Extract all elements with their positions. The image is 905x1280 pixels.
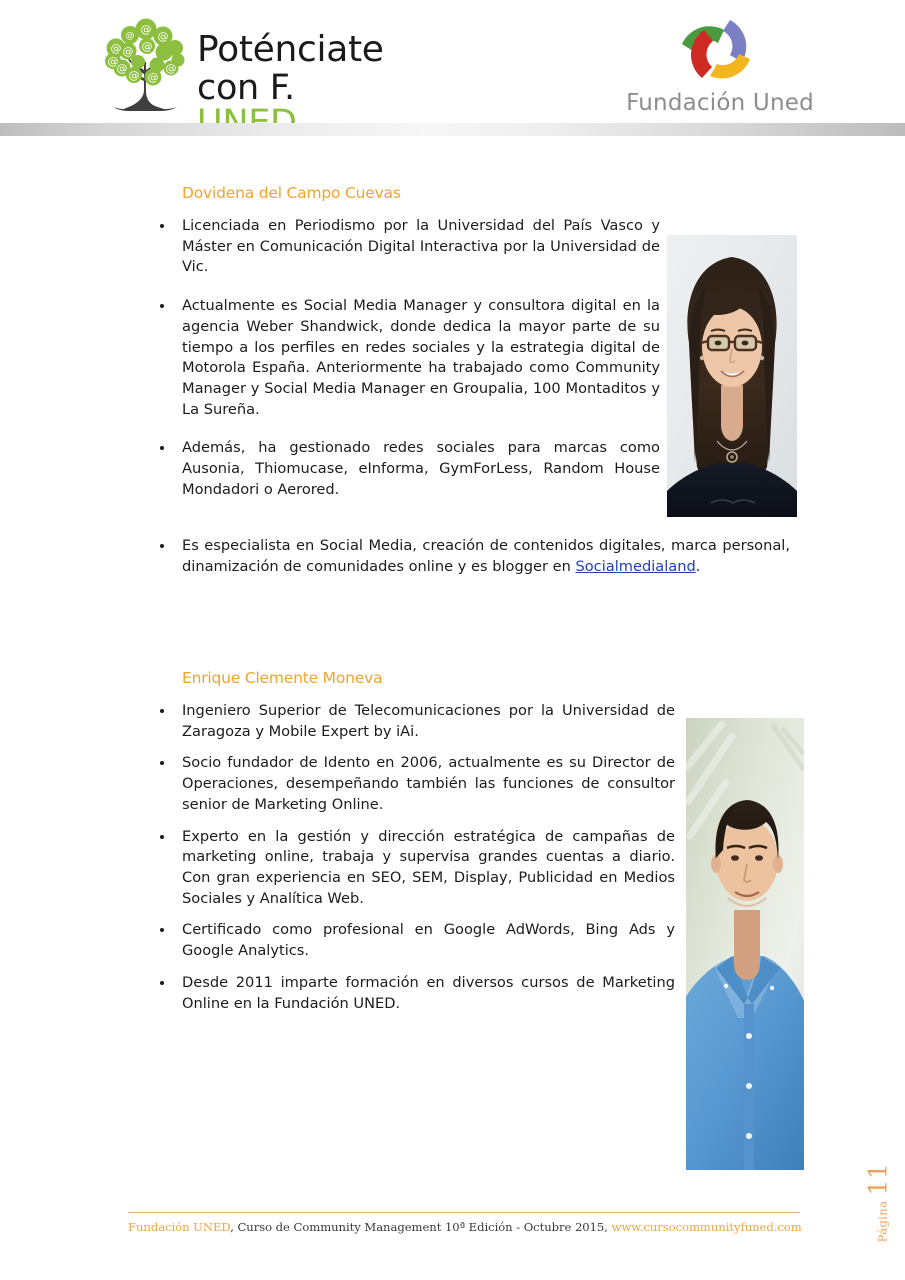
- list-item-text-before: Es especialista en Social Media, creación de contenidos digitales, marca personal, dinamización de comunidades online y es blogger en: [182, 537, 790, 575]
- logo-line-potenciate: Poténciate: [197, 29, 384, 70]
- list-item: Desde 2011 imparte formación en diversos cursos de Marketing Online en la Fundación UNED.: [150, 973, 675, 1014]
- page-title-dovidena: Dovidena del Campo Cuevas: [182, 184, 401, 202]
- svg-text:@: @: [122, 45, 134, 58]
- page-number-value: 11: [863, 1162, 893, 1196]
- logo-con-f-text: con F.: [197, 68, 295, 108]
- fundacion-uned-logo: [620, 14, 820, 118]
- list-item: Ingeniero Superior de Telecomunicaciones por la Universidad de Zaragoza y Mobile Expert by iAi.: [150, 701, 675, 742]
- page-header: [0, 0, 905, 122]
- svg-text:@: @: [141, 40, 153, 53]
- svg-text:@: @: [147, 71, 159, 84]
- portrait-enrique-clemente-moneva: [686, 718, 804, 1170]
- fundacion-uned-wordmark: Fundación Uned: [626, 90, 814, 116]
- bullet-list-dovidena: [150, 216, 660, 501]
- svg-text:@: @: [157, 30, 169, 43]
- page-number-label: Página: [875, 1200, 890, 1243]
- list-item: Además, ha gestionado redes sociales para marcas como Ausonia, Thiomucase, eInforma, GymForLess, Random House Mondadori o Aerored.: [150, 438, 660, 500]
- at-symbol-tree-icon: [100, 18, 192, 118]
- bullet-list-dovidena-wide: [150, 536, 790, 577]
- svg-text:@: @: [116, 62, 128, 75]
- page-number-inner: [864, 1143, 893, 1263]
- svg-text:@: @: [140, 23, 152, 36]
- portrait-dovidena-del-campo-cuevas: [667, 235, 797, 517]
- footer-url[interactable]: www.cursocommunityfuned.com: [611, 1220, 802, 1234]
- footer-course-info: , Curso de Community Management 10ª Edición - Octubre 2015,: [230, 1220, 612, 1234]
- svg-text:@: @: [125, 31, 135, 41]
- page-footer: [128, 1212, 800, 1234]
- svg-text:@: @: [107, 55, 119, 68]
- list-item: Licenciada en Periodismo por la Universidad del País Vasco y Máster en Comunicación Digital Interactiva por la Universidad de Vic.: [150, 216, 660, 278]
- list-item-text-after: .: [695, 557, 701, 575]
- page-title-enrique: Enrique Clemente Moneva: [182, 669, 383, 687]
- list-item: Socio fundador de Idento en 2006, actualmente es su Director de Operaciones, desempeñando también las funciones de consultor senior de Marketing Online.: [150, 753, 675, 815]
- footer-text: [128, 1220, 800, 1234]
- bullet-list-enrique: [150, 701, 675, 1025]
- list-item: [150, 536, 790, 577]
- footer-brand: Fundación UNED: [128, 1220, 231, 1234]
- page-number: [863, 1140, 893, 1260]
- potenciate-logo: [100, 18, 385, 118]
- list-item: Experto en la gestión y dirección estratégica de campañas de marketing online, trabaja y supervisa grandes cuentas a diario. Con gran experiencia en SEO, SEM, Display, Publicidad en Medios Sociales y Analítica Web.: [150, 827, 675, 910]
- svg-text:@: @: [128, 69, 140, 82]
- list-item: Certificado como profesional en Google AdWords, Bing Ads y Google Analytics.: [150, 920, 675, 961]
- header-divider: [0, 123, 905, 136]
- link-socialmedialand[interactable]: Socialmedialand: [575, 557, 696, 575]
- footer-divider: [128, 1212, 800, 1213]
- list-item: Actualmente es Social Media Manager y consultora digital en la agencia Weber Shandwick, donde dedica la mayor parte de su tiempo a los perfiles en redes sociales y la estrategia digital de Motorola España. Anteriormente ha trabajado como Community Manager y Social Media Manager en Groupalia, 100 Montaditos y La Sureña.: [150, 296, 660, 420]
- pinwheel-arcs-icon: [668, 14, 772, 90]
- svg-text:@: @: [110, 42, 122, 55]
- svg-text:@: @: [165, 62, 177, 75]
